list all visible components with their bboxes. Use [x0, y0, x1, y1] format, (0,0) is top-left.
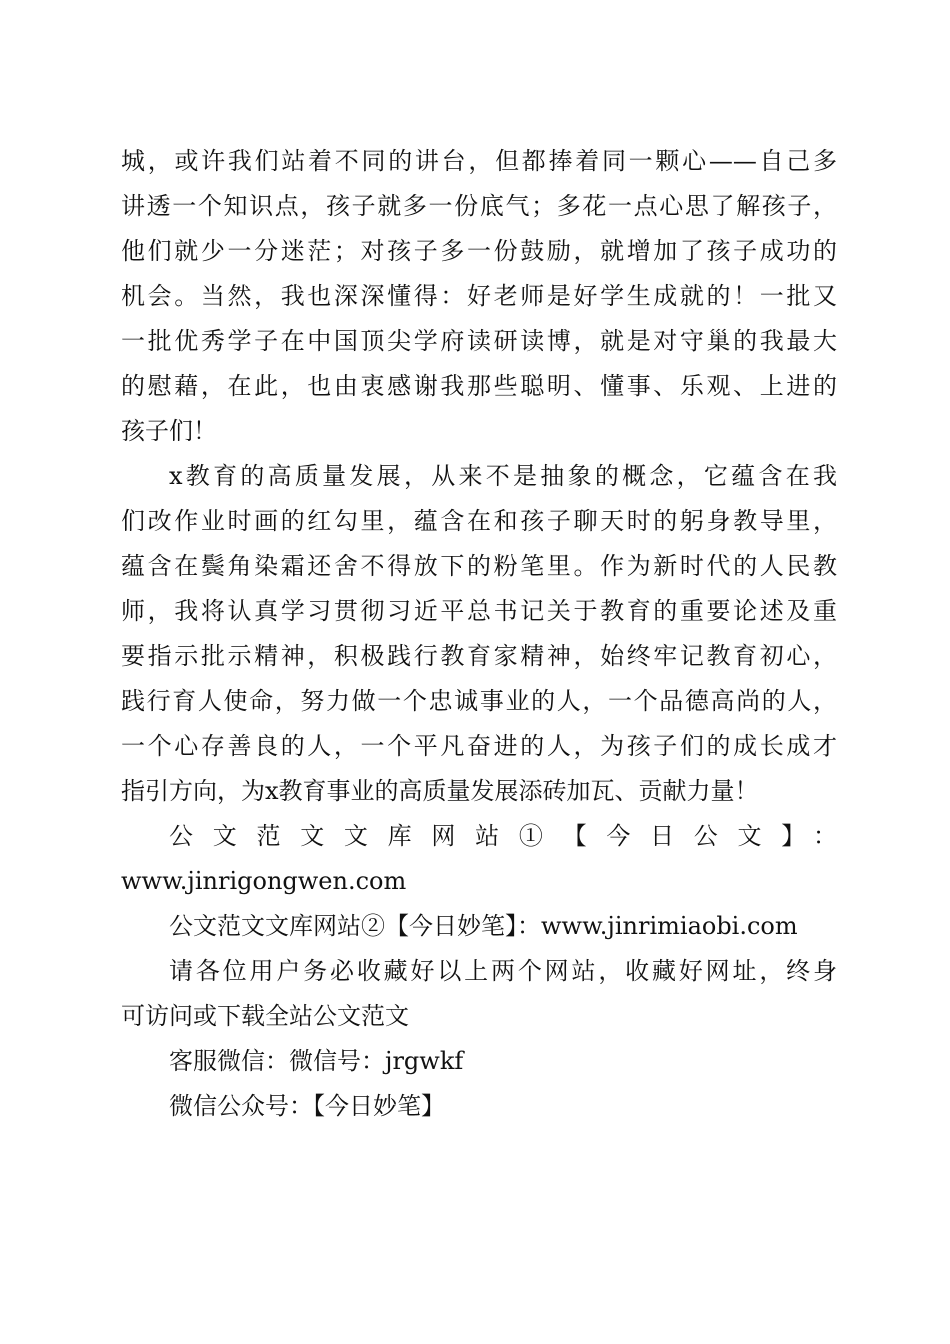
paragraph-2-line-2: 们改作业时画的红勾里，蕴含在和孩子聊天时的躬身教导里， [121, 507, 837, 535]
bookmark-notice-line-2: 可访问或下载全站公文范文 [121, 1002, 409, 1030]
paragraph-2-line-1: x教育的高质量发展，从来不是抽象的概念，它蕴含在我 [169, 462, 837, 490]
paragraph-1-line-1: 城，或许我们站着不同的讲台，但都捧着同一颗心——自己多 [121, 147, 837, 175]
paragraph-2-line-7: 一个心存善良的人，一个平凡奋进的人，为孩子们的成长成才 [121, 732, 837, 760]
paragraph-1-line-4: 机会。当然，我也深深懂得：好老师是好学生成就的！一批又 [121, 282, 837, 310]
website-1-url[interactable]: www.jinrigongwen.com [121, 867, 407, 895]
paragraph-2-line-3: 蕴含在鬓角染霜还舍不得放下的粉笔里。作为新时代的人民教 [121, 552, 837, 580]
paragraph-1-line-5: 一批优秀学子在中国顶尖学府读研读博，就是对守巢的我最大 [121, 327, 837, 355]
wechat-official-account: 微信公众号：【今日妙笔】 [169, 1092, 445, 1120]
paragraph-1-line-3: 他们就少一分迷茫；对孩子多一份鼓励，就增加了孩子成功的 [121, 237, 837, 265]
paragraph-2-line-8: 指引方向，为x教育事业的高质量发展添砖加瓦、贡献力量！ [121, 777, 759, 805]
paragraph-2-line-5: 要指示批示精神，积极践行教育家精神，始终牢记教育初心， [121, 642, 837, 670]
website-1-label: 公文范文文库网站①【今日公文】： [169, 822, 837, 850]
paragraph-2-line-6: 践行育人使命，努力做一个忠诚事业的人，一个品德高尚的人， [121, 687, 837, 715]
website-2-line[interactable]: 公文范文文库网站②【今日妙笔】：www.jinrimiaobi.com [169, 912, 798, 940]
customer-service-wechat: 客服微信：微信号：jrgwkf [169, 1047, 464, 1075]
paragraph-1-line-2: 讲透一个知识点，孩子就多一份底气；多花一点心思了解孩子， [121, 192, 837, 220]
paragraph-2-line-4: 师，我将认真学习贯彻习近平总书记关于教育的重要论述及重 [121, 597, 837, 625]
paragraph-1-line-7: 孩子们！ [121, 417, 217, 445]
paragraph-1-line-6: 的慰藉，在此，也由衷感谢我那些聪明、懂事、乐观、上进的 [121, 372, 837, 400]
bookmark-notice-line-1: 请各位用户务必收藏好以上两个网站，收藏好网址，终身 [169, 957, 837, 985]
